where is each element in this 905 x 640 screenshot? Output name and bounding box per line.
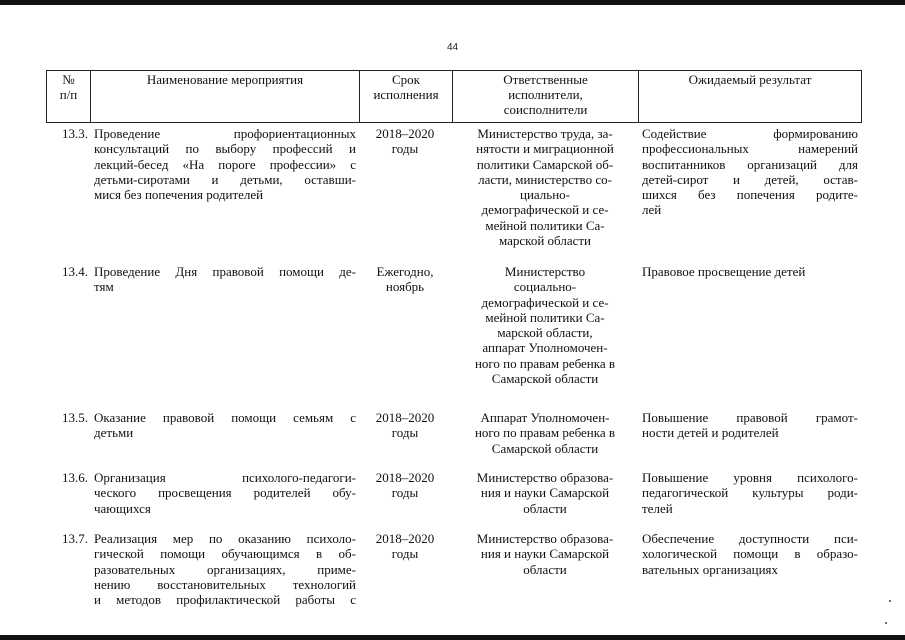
- header-event-name: Наименование мероприятия: [146, 72, 304, 87]
- responsible: Министерство социально- демографической и се- мейной политики Са- марской области, аппарат Уполномочен- ного по правам ребенка в Самарской области: [474, 264, 616, 387]
- scan-bottom-border: [0, 635, 905, 640]
- event-name: Проведение Дня правовой помощи де- тям: [94, 264, 356, 295]
- expected-result: Правовое просвещение детей: [642, 264, 806, 279]
- header-deadline: Срок исполнения: [373, 72, 439, 102]
- responsible: Министерство образова- ния и науки Самарской области: [476, 470, 614, 516]
- page-number: 44: [446, 42, 459, 53]
- event-name: Оказание правовой помощи семьям с детьми: [94, 410, 356, 441]
- event-name: Организация психолого-педагоги- ческого просвещения родителей обу- чающихся: [94, 470, 356, 516]
- deadline: 2018–2020 годы: [375, 531, 435, 562]
- header-responsible: Ответственные исполнители, соисполнители: [503, 72, 588, 117]
- event-name: Реализация мер по оказанию психоло- гической помощи обучающимся в об- разовательных организациях, приме- нению восстановительных технологий и методов профилактической работы с: [94, 531, 356, 608]
- deadline: 2018–2020 годы: [375, 410, 435, 441]
- header-expected-result: Ожидаемый результат: [688, 72, 812, 87]
- header-divider: [861, 70, 862, 123]
- deadline: 2018–2020 годы: [375, 126, 435, 157]
- header-top-rule: [46, 70, 862, 71]
- expected-result: Повышение правовой грамот- ности детей и родителей: [642, 410, 858, 441]
- header-number: № п/п: [59, 72, 78, 102]
- expected-result: Повышение уровня психолого- педагогической культуры роди- телей: [642, 470, 858, 516]
- expected-result: Обеспечение доступности пси- хологической помощи в образо- вательных организациях: [642, 531, 858, 577]
- responsible: Аппарат Уполномочен- ного по правам ребенка в Самарской области: [474, 410, 616, 456]
- expected-result: Содействие формированию профессиональных намерений воспитанников организаций для детей-сирот и детей, остав- шихся без попечения родите- лей: [642, 126, 858, 218]
- row-number: 13.7.: [62, 531, 88, 546]
- deadline: Ежегодно, ноябрь: [376, 264, 434, 295]
- row-number: 13.4.: [62, 264, 88, 279]
- scan-speck: [885, 622, 887, 624]
- row-number: 13.5.: [62, 410, 88, 425]
- event-name: Проведение профориентационных консультаций по выбору профессий и лекций-бесед «На пороге профессии» с детьми-сиротами и детьми, оставши- мися без попечения родителей: [94, 126, 356, 203]
- row-number: 13.6.: [62, 470, 88, 485]
- scan-speck: [889, 600, 891, 602]
- row-number: 13.3.: [62, 126, 88, 141]
- header-bottom-rule: [46, 122, 862, 123]
- responsible: Министерство образова- ния и науки Самарской области: [476, 531, 614, 577]
- deadline: 2018–2020 годы: [375, 470, 435, 501]
- scan-top-border: [0, 0, 905, 5]
- responsible: Министерство труда, за- нятости и миграционной политики Самарской об- ласти, министерство со- циально- демографической и се- мейной политики Са- марской области: [476, 126, 614, 249]
- table-header: [46, 70, 862, 123]
